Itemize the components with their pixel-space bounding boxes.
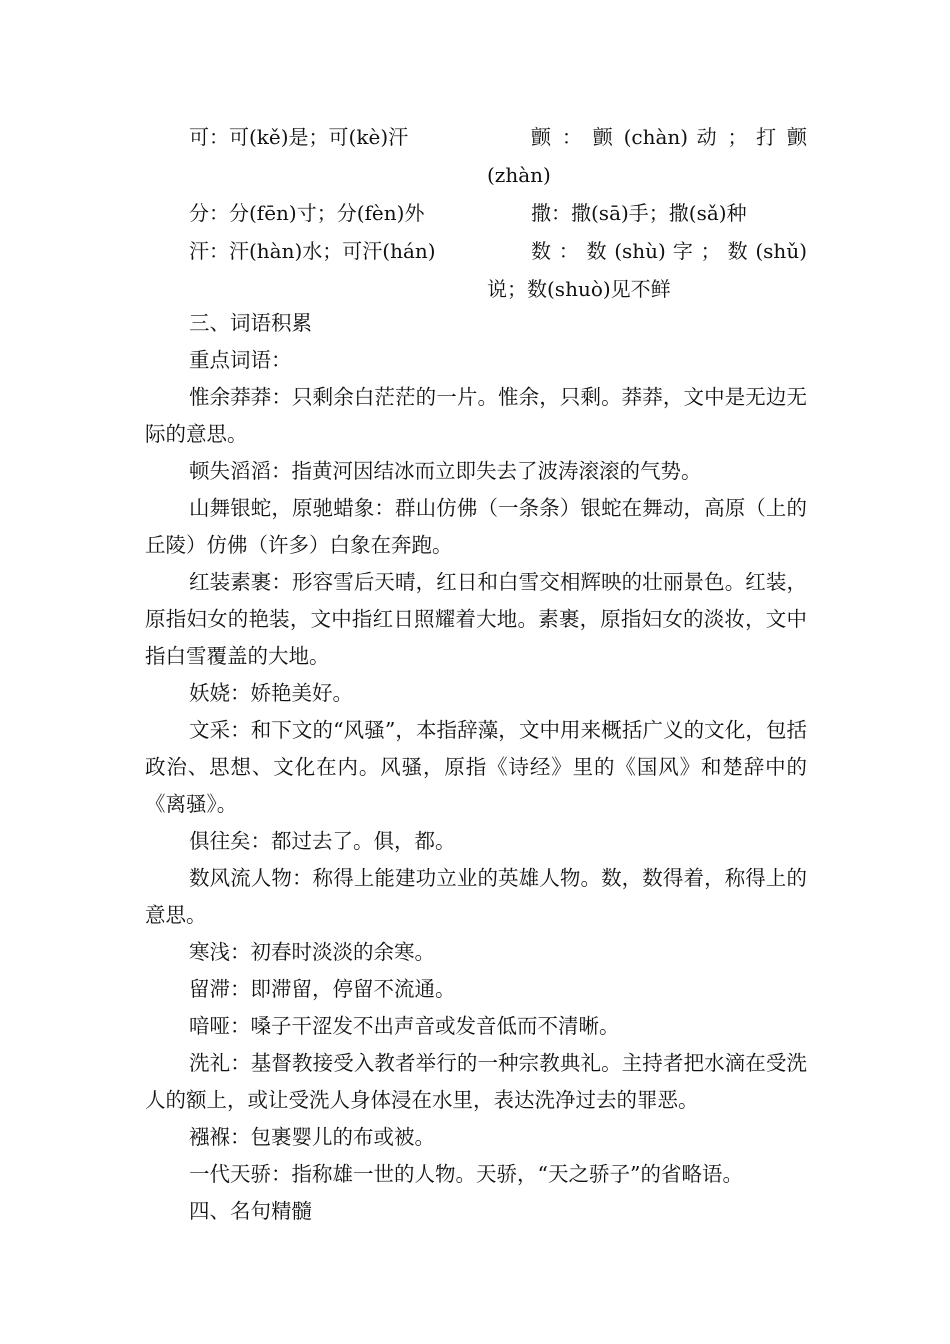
polyphone-shu-line2: 说；数(shuò)见不鲜 (487, 277, 671, 301)
polyphone-ke: 可：可(kě)是；可(kè)汗 (189, 125, 409, 149)
section-title-four: 四、名句精髓 (189, 1199, 312, 1223)
polyphone-fen: 分：分(fēn)寸；分(fèn)外 (189, 201, 425, 225)
polyphone-sa: 撒：撒(sā)手；撒(sǎ)种 (531, 201, 747, 225)
term-paragraph: 一代天骄：指称雄一世的人物。天骄，“天之骄子”的省略语。 (189, 1162, 743, 1186)
term-paragraph: 俱往矣：都过去了。俱，都。 (189, 829, 456, 853)
term-paragraph: 洗礼：基督教接受入教者举行的一种宗教典礼。主持者把水滴在受洗人的额上，或让受洗人身体浸在水里，表达洗净过去的罪恶。 (145, 1051, 807, 1112)
polyphone-left-column (145, 118, 485, 270)
term-paragraph: 顿失滔滔：指黄河因结冰而立即失去了波涛滚滚的气势。 (189, 459, 702, 483)
term-paragraph: 襁褓：包裹婴儿的布或被。 (189, 1125, 435, 1149)
term-paragraph: 文采：和下文的“风骚”，本指辞藻，文中用来概括广义的文化，包括政治、思想、文化在内。风骚，原指《诗经》里的《国风》和楚辞中的《离骚》。 (145, 718, 807, 816)
polyphone-chan-line1: 颤 ： 颤 (chàn) 动 ； 打 颤 (531, 125, 807, 149)
polyphone-han: 汗：汗(hàn)水；可汗(hán) (189, 239, 436, 263)
spacer (145, 156, 485, 194)
document-body (145, 305, 807, 1230)
term-paragraph: 红装素裹：形容雪后天晴，红日和白雪交相辉映的壮丽景色。红装，原指妇女的艳装，文中指红日照耀着大地。素裹，原指妇女的淡妆，文中指白雪覆盖的大地。 (145, 570, 807, 668)
term-paragraph: 喑哑：嗓子干涩发不出声音或发音低而不清晰。 (189, 1014, 620, 1038)
term-paragraph: 寒浅：初春时淡淡的余寒。 (189, 940, 435, 964)
key-words-label: 重点词语： (189, 348, 292, 372)
section-title-three: 三、词语积累 (189, 311, 312, 335)
polyphone-right-column (487, 118, 807, 308)
term-paragraph: 数风流人物：称得上能建功立业的英雄人物。数，数得着，称得上的意思。 (145, 866, 807, 927)
term-paragraph: 留滞：即滞留，停留不流通。 (189, 977, 456, 1001)
term-paragraph: 山舞银蛇，原驰蜡象：群山仿佛（一条条）银蛇在舞动，高原（上的丘陵）仿佛（许多）白象在奔跑。 (145, 496, 807, 557)
term-paragraph: 妖娆：娇艳美好。 (189, 681, 353, 705)
polyphone-chan-line2: (zhàn) (487, 163, 551, 187)
polyphone-shu-line1: 数 ： 数 (shù) 字 ； 数 (shǔ) (531, 239, 807, 263)
term-paragraph: 惟余莽莽：只剩余白茫茫的一片。惟余，只剩。莽莽，文中是无边无际的意思。 (145, 385, 807, 446)
